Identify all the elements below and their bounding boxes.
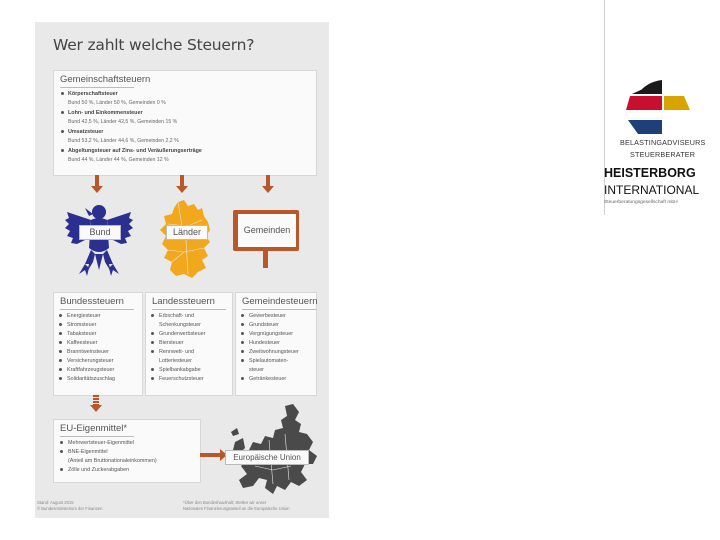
list-item: Spielbankabgabe	[151, 367, 201, 373]
list-item: Solidaritätszuschlag	[59, 376, 115, 382]
footer-note-2: Nationalen Finanzierungsanteil an die Europäische Union	[183, 505, 290, 511]
footer-left	[37, 500, 102, 511]
tax-infographic	[35, 22, 329, 518]
arrow-stem	[200, 453, 220, 457]
list-item: Stromsteuer	[59, 322, 96, 328]
list-item-continued: Lotteriesteuer	[159, 358, 192, 364]
gemeinden-label: Gemeinden	[238, 214, 296, 247]
list-item: Energiesteuer	[59, 313, 101, 319]
arrow-down-icon	[91, 186, 103, 193]
list-item: Versicherungsteuer	[59, 358, 113, 364]
list-item: Rennwett- und	[151, 349, 194, 355]
list-item: Vergnügungsteuer	[241, 331, 293, 337]
arrow-down-icon	[90, 405, 102, 412]
list-item: Lohn- und Einkommensteuer	[61, 110, 143, 117]
footer-note-1: *Über den Bundeshaushalt; Stellen wir unser	[183, 500, 267, 505]
list-item: Mehrwertsteuer-Eigenmittel	[60, 440, 134, 446]
logo-belastingadviseurs: BELASTINGADVISEURS	[620, 138, 706, 147]
footer-copyright: © Bundesministerium der Finanzen	[37, 505, 103, 511]
list-item-detail: Bund 50 %, Länder 50 %, Gemeinden 0 %	[68, 100, 166, 106]
heisterborg-logo	[600, 0, 720, 215]
list-item: Grunderwerbsteuer	[151, 331, 205, 337]
list-item: BNE-Eigenmittel	[60, 449, 108, 455]
list-item: Hundesteuer	[241, 340, 280, 346]
bundessteuern-list	[53, 292, 141, 394]
list-item: Getränkesteuer	[241, 376, 286, 382]
list-item-detail: Bund 44 %, Länder 44 %, Gemeinden 12 %	[68, 157, 169, 163]
landessteuern-title: Landessteuern	[152, 296, 226, 310]
list-item: Gewerbesteuer	[241, 313, 286, 319]
list-item: Spielautomaten-	[241, 358, 288, 364]
list-item: Umsatzsteuer	[61, 129, 103, 136]
list-item: Kaffeesteuer	[59, 340, 97, 346]
list-item: Kraftfahrzeugsteuer	[59, 367, 114, 373]
arrow-down-icon	[176, 186, 188, 193]
arrow-down-icon	[262, 186, 274, 193]
logo-emblem-icon	[624, 74, 696, 138]
list-item-continued: steuer	[249, 367, 264, 373]
gemeindesteuern-title: Gemeindesteuern	[242, 296, 318, 310]
town-sign-post	[263, 251, 268, 268]
list-item: Zweitwohnungsteuer	[241, 349, 299, 355]
list-item: Abgeltungsteuer auf Zins- und Veräußerungserträge	[61, 148, 202, 155]
list-item: Feuerschutzsteuer	[151, 376, 204, 382]
federal-eagle-icon	[63, 198, 135, 282]
eu-union-label: Europäische Union	[225, 450, 309, 465]
list-item: Biersteuer	[151, 340, 184, 346]
list-item: Tabaksteuer	[59, 331, 96, 337]
gemeinschaftsteuern-title: Gemeinschaftsteuern	[60, 74, 150, 88]
laender-label: Länder	[166, 225, 208, 240]
gemeinschaftsteuern-box	[53, 70, 317, 176]
footer-right	[183, 500, 290, 511]
list-item: Erbschaft- und	[151, 313, 194, 319]
list-item: Zölle und Zuckerabgaben	[60, 467, 129, 473]
list-item: Grundsteuer	[241, 322, 279, 328]
logo-international: INTERNATIONAL	[604, 183, 700, 197]
logo-heisterborg: HEISTERBORG	[604, 166, 696, 180]
logo-steuerberater: STEUERBERATER	[630, 150, 696, 159]
list-item-continued: Schenkungsteuer	[159, 322, 201, 328]
footer-date: Stand: August 2015	[37, 500, 74, 505]
gemeindesteuern-list	[235, 292, 315, 394]
list-item-continued: (Anteil am Bruttonationaleinkommen)	[68, 458, 157, 464]
landessteuern-list	[145, 292, 231, 394]
eu-eigenmittel-title: EU-Eigenmittel*	[60, 423, 134, 437]
infographic-title: Wer zahlt welche Steuern?	[53, 36, 255, 54]
list-item-detail: Bund 53,2 %, Länder 44,6 %, Gemeinden 2,2 %	[68, 138, 179, 144]
logo-subtitle: Steuerberatungsgesellschaft mbH	[604, 200, 678, 205]
bundessteuern-title: Bundessteuern	[60, 296, 140, 310]
eu-eigenmittel-box	[53, 419, 201, 483]
list-item: Körperschaftsteuer	[61, 91, 118, 98]
list-item-detail: Bund 42,5 %, Länder 42,5 %, Gemeinden 15 %	[68, 119, 178, 125]
bund-label: Bund	[79, 225, 121, 240]
list-item: Branntweinsteuer	[59, 349, 109, 355]
